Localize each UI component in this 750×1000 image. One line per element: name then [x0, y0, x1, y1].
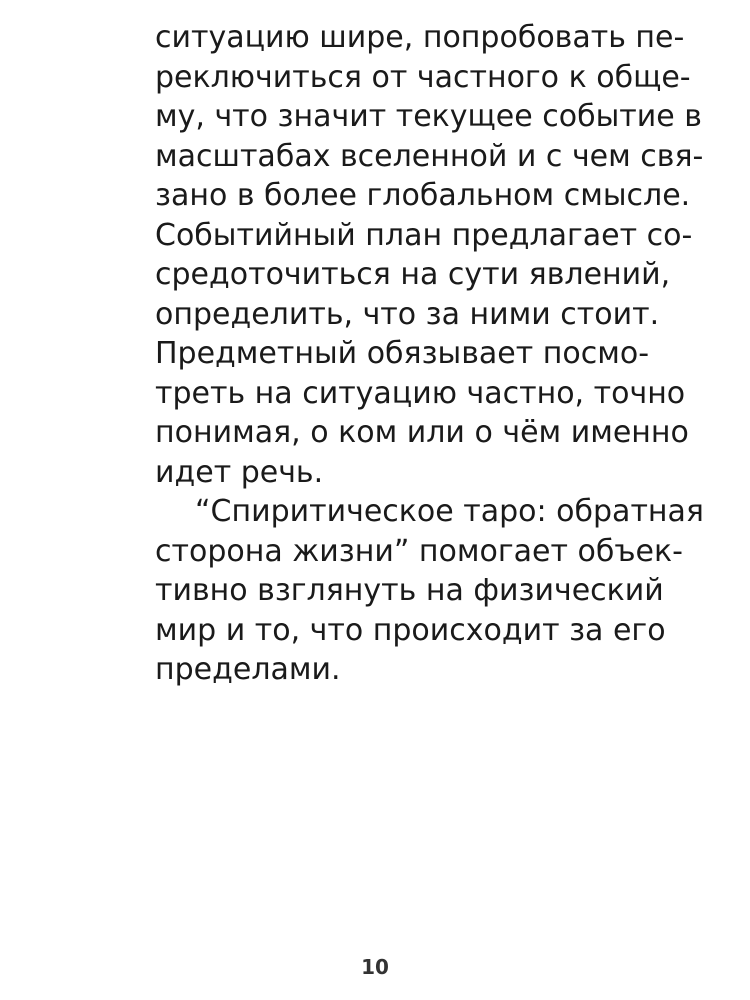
text-line: Событийный план предлагает со-: [155, 217, 693, 253]
text-line: реключиться от частного к обще-: [155, 59, 691, 95]
body-text: [155, 18, 704, 690]
text-line: масштабах вселенной и с чем свя-: [155, 138, 704, 174]
text-line: сторона жизни” помогает объек-: [155, 533, 683, 569]
text-line: Предметный обязывает посмо-: [155, 336, 650, 371]
text-line: пределами.: [155, 652, 341, 687]
text-line: идет речь.: [155, 454, 324, 490]
text-line: тивно взглянуть на физический: [155, 573, 664, 608]
text-line: понимая, о ком или о чём именно: [155, 415, 689, 450]
paragraph-start-line: “Спиритическое таро: обратная: [195, 494, 704, 529]
text-line: зано в более глобальном смысле.: [155, 178, 691, 213]
text-line: мир и то, что происходит за его: [155, 612, 666, 648]
text-line: му, что значит текущее событие в: [155, 99, 702, 134]
text-line: треть на ситуацию частно, точно: [155, 375, 686, 411]
text-line: определить, что за ними стоит.: [155, 296, 660, 332]
text-line: ситуацию шире, попробовать пе-: [155, 20, 685, 55]
text-line: средоточиться на сути явлений,: [155, 257, 671, 292]
page-number: 10: [361, 955, 389, 979]
